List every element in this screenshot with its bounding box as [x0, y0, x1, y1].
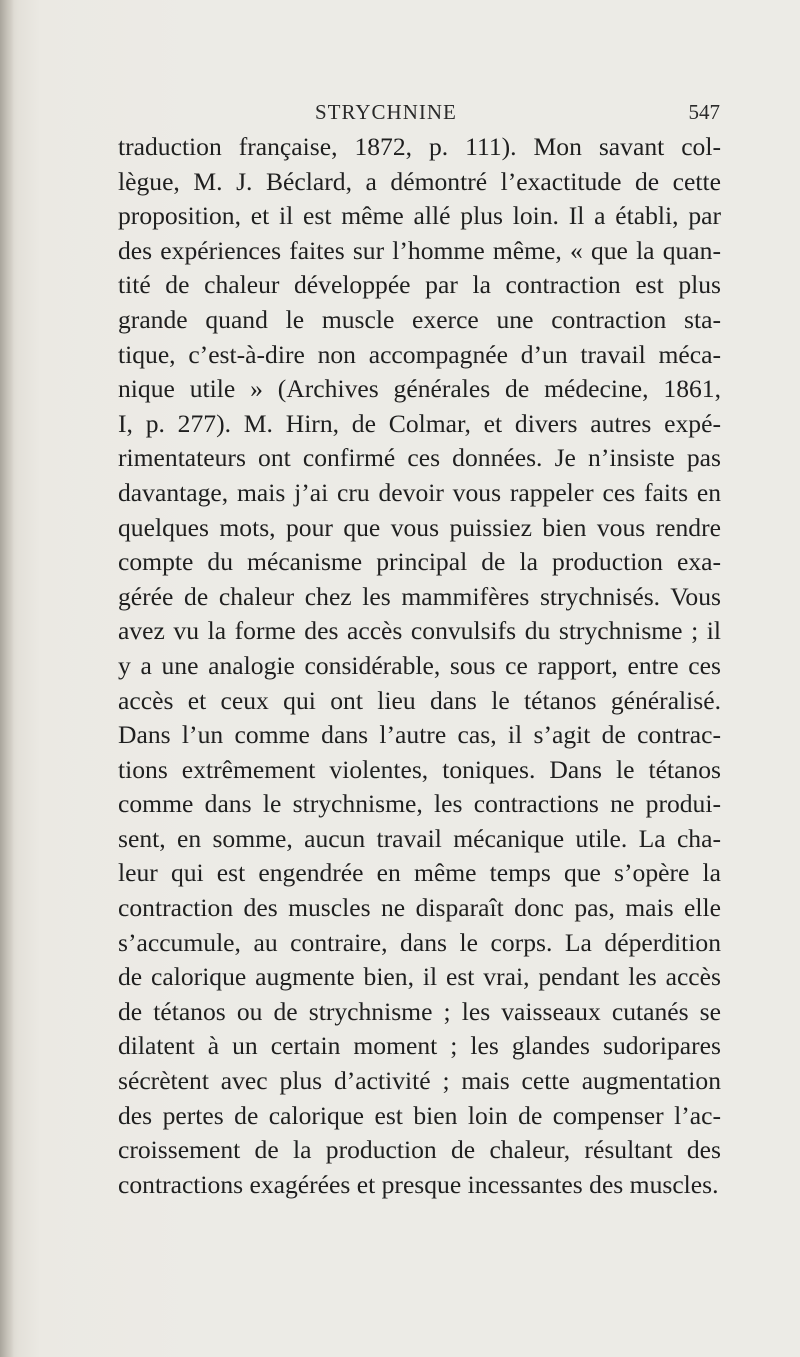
text-line: gérée de chaleur chez les mammifères strychnisés. Vous [118, 581, 721, 611]
text-line: contractions exagérées et presque incessantes des muscles. [118, 1169, 719, 1199]
text-line: tions extrêmement violentes, toniques. Dans le tétanos [118, 754, 721, 784]
text-line: proposition, et il est même allé plus loin. Il a établi, par [118, 201, 721, 231]
text-line: sent, en somme, aucun travail mécanique utile. La cha- [118, 823, 721, 853]
page-gutter-shadow [0, 0, 14, 1357]
text-line: dilatent à un certain moment ; les glandes sudoripares [118, 1031, 721, 1061]
text-line: y a une analogie considérable, sous ce rapport, entre ces [118, 650, 721, 680]
text-line: leur qui est engendrée en même temps que s’opère la [118, 858, 721, 888]
text-line: quelques mots, pour que vous puissiez bien vous rendre [118, 512, 721, 542]
running-head [120, 100, 720, 126]
body-text [118, 130, 721, 1202]
text-line: contraction des muscles ne disparaît donc pas, mais elle [118, 893, 721, 923]
text-line: sécrètent avec plus d’activité ; mais cette augmentation [118, 1066, 721, 1096]
text-line: tité de chaleur développée par la contraction est plus [118, 270, 721, 300]
text-line: des pertes de calorique est bien loin de compenser l’ac- [118, 1100, 721, 1130]
text-line: Dans l’un comme dans l’autre cas, il s’agit de contrac- [118, 720, 721, 750]
text-line: I, p. 277). M. Hirn, de Colmar, et divers autres expé- [118, 408, 721, 438]
text-line: tique, c’est-à-dire non accompagnée d’un travail méca- [118, 339, 721, 369]
text-line: s’accumule, au contraire, dans le corps. La déperdition [118, 927, 721, 957]
text-line: avez vu la forme des accès convulsifs du strychnisme ; il [118, 616, 721, 646]
text-line: des expériences faites sur l’homme même, « que la quan- [118, 235, 721, 265]
text-line: croissement de la production de chaleur, résultant des [118, 1135, 721, 1165]
text-line: compte du mécanisme principal de la production exa- [118, 547, 721, 577]
text-line: traduction française, 1872, p. 111). Mon savant col- [118, 132, 721, 161]
running-title: STRYCHNINE [315, 100, 457, 124]
text-line: de tétanos ou de strychnisme ; les vaisseaux cutanés se [118, 996, 721, 1026]
text-line: accès et ceux qui ont lieu dans le tétanos généralisé. [118, 685, 721, 715]
text-line: lègue, M. J. Béclard, a démontré l’exactitude de cette [118, 166, 721, 196]
text-line: rimentateurs ont confirmé ces données. Je n’insiste pas [118, 443, 721, 473]
text-line: nique utile » (Archives générales de médecine, 1861, [118, 374, 721, 404]
text-line: comme dans le strychnisme, les contractions ne produi- [118, 789, 721, 819]
page-number: 547 [688, 100, 720, 124]
text-line: grande quand le muscle exerce une contraction sta- [118, 304, 721, 334]
text-line: davantage, mais j’ai cru devoir vous rappeler ces faits en [118, 477, 721, 507]
text-line: de calorique augmente bien, il est vrai, pendant les accès [118, 962, 721, 992]
